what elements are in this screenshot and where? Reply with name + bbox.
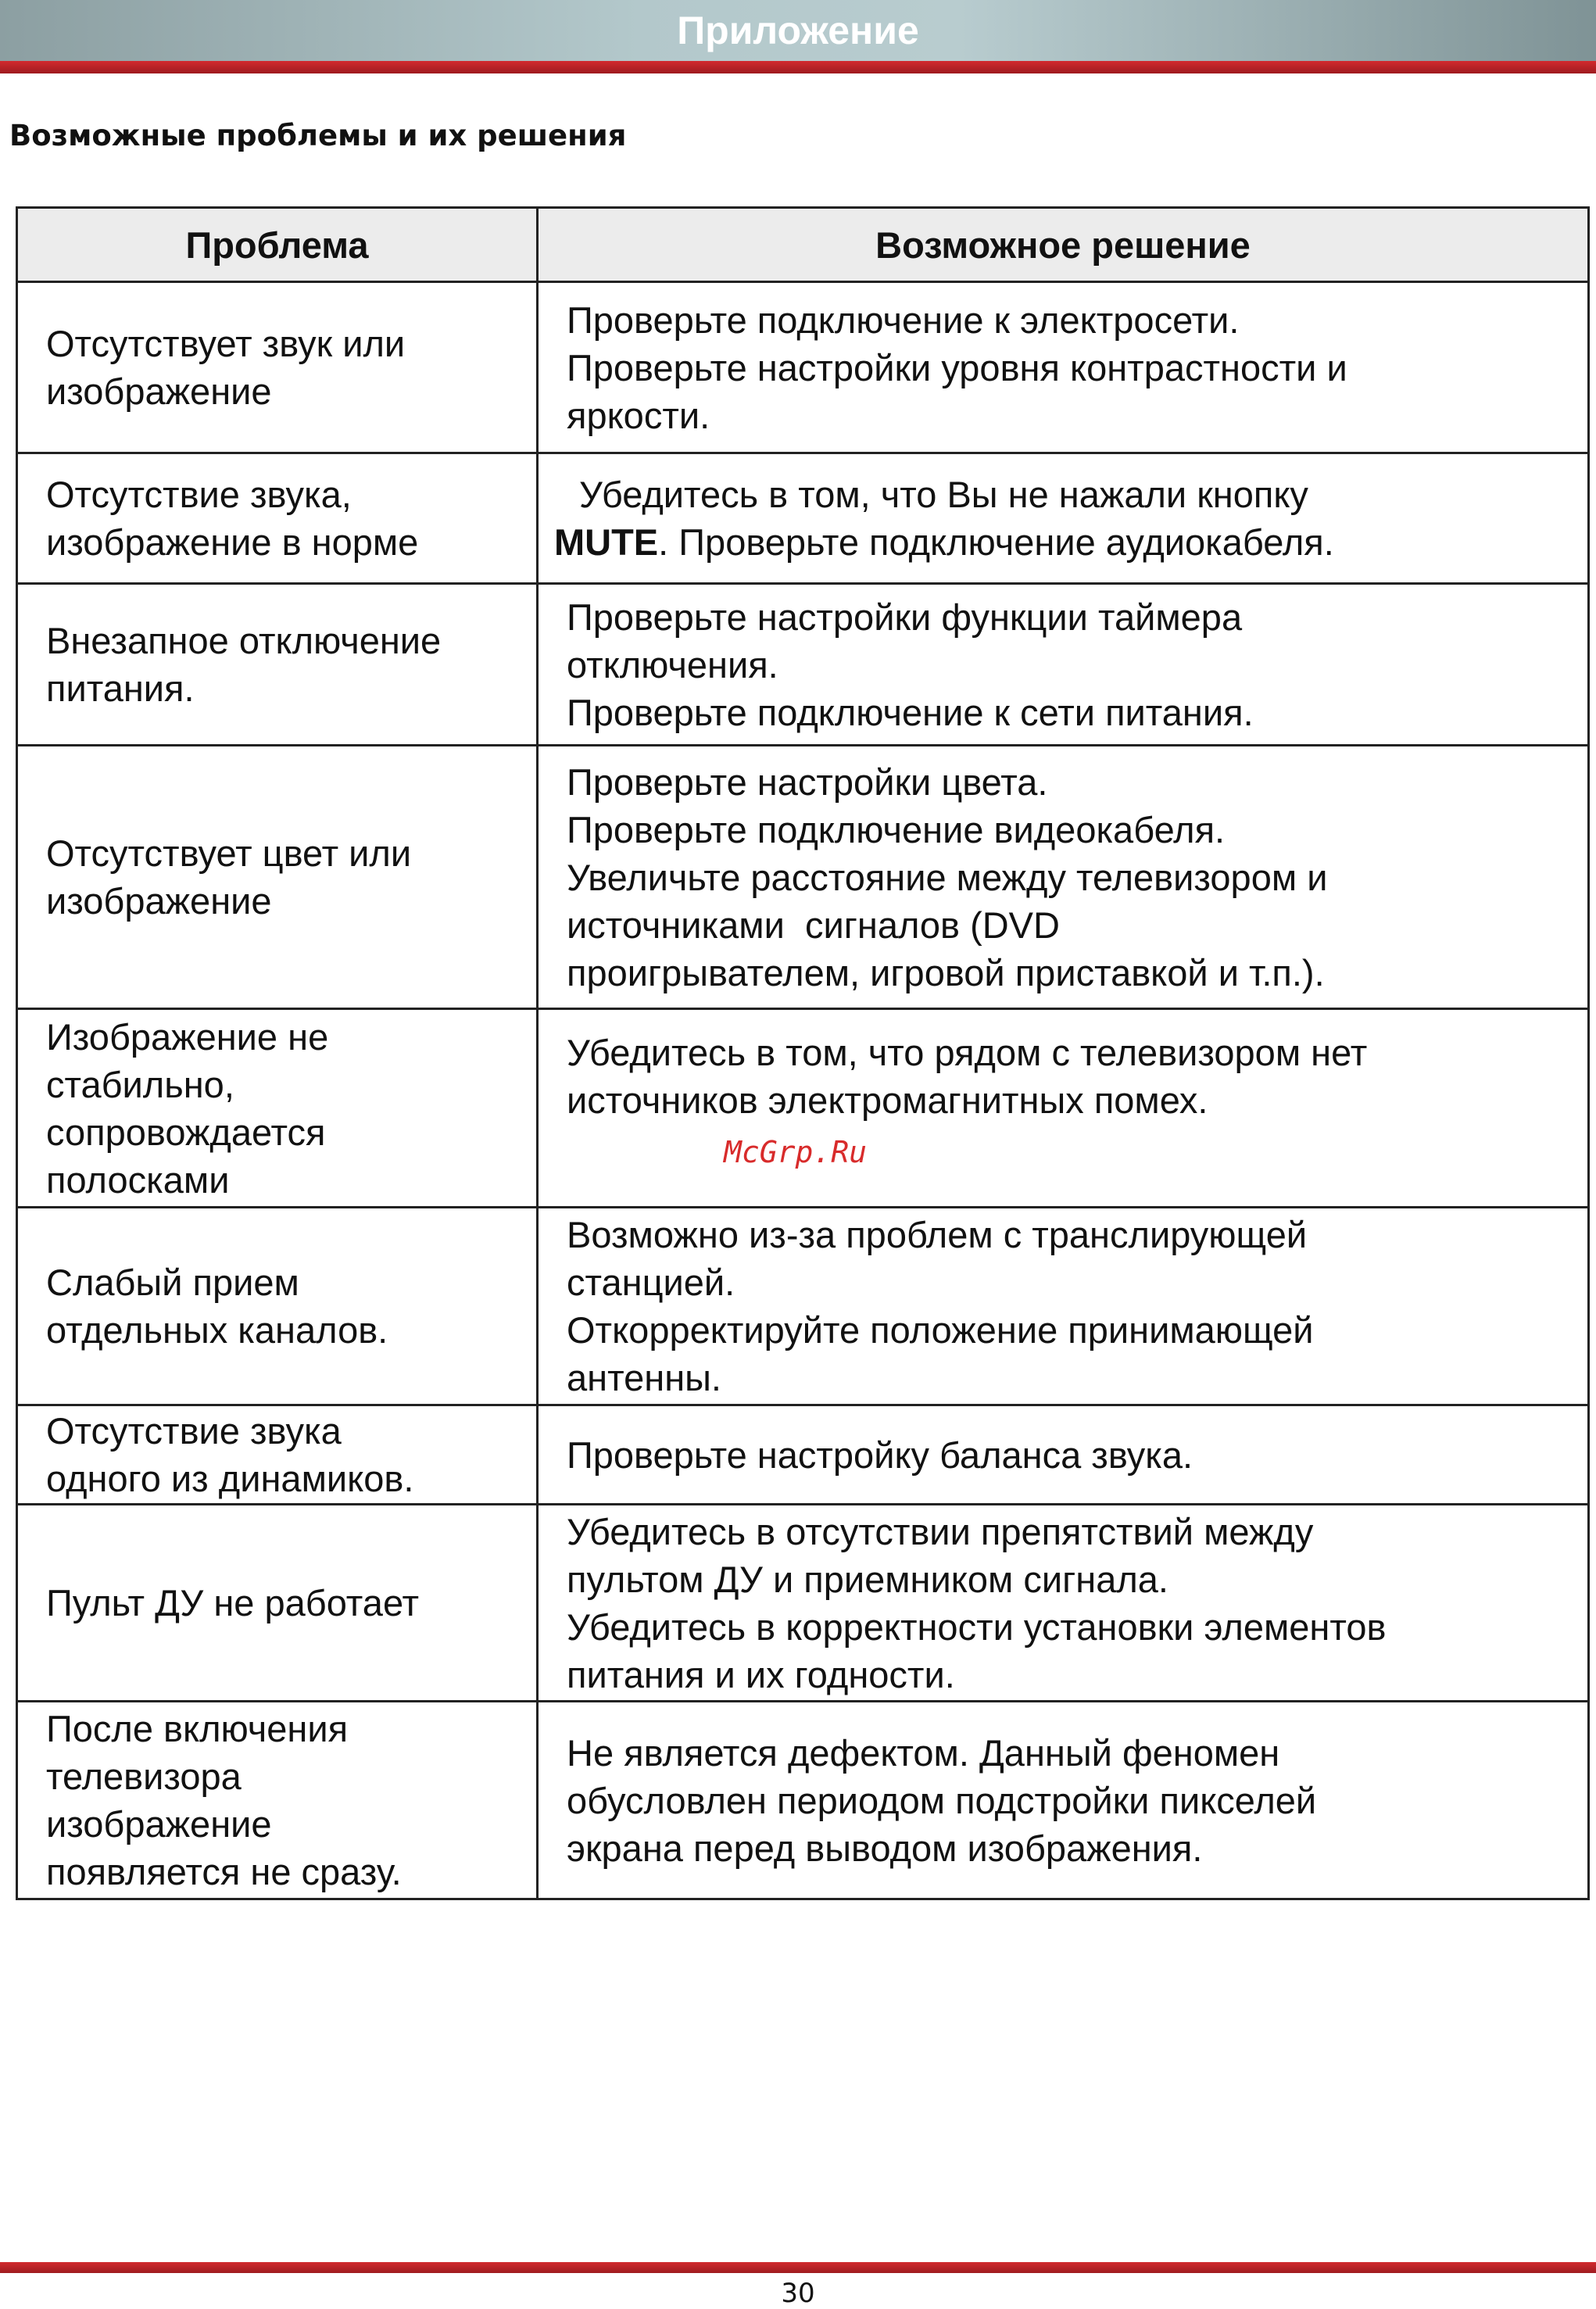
- troubleshooting-table: [16, 206, 1590, 1900]
- solution-line: станцией.: [567, 1262, 735, 1303]
- problem-line: Отсутствие звука,: [46, 474, 352, 515]
- solution-line: источниками сигналов (DVD: [567, 904, 1060, 946]
- watermark-text: McGrp.Ru: [724, 1135, 868, 1169]
- solution-line: обусловлен периодом подстройки пикселей: [567, 1779, 1317, 1821]
- problem-line: Изображение не: [46, 1015, 329, 1058]
- page-number: 30: [781, 2278, 815, 2309]
- problem-cell: [17, 282, 538, 453]
- solution-line: отключения.: [567, 643, 778, 686]
- problem-cell: [17, 584, 538, 746]
- solution-cell: [538, 453, 1589, 584]
- problem-line: Отсутствует звук или: [46, 323, 406, 364]
- solution-cell: [538, 1009, 1589, 1208]
- problem-line: появляется не сразу.: [46, 1851, 402, 1892]
- problem-line: После включения: [46, 1708, 349, 1749]
- solution-line: Проверьте настройку баланса звука.: [567, 1434, 1193, 1476]
- table-row: [17, 584, 1589, 746]
- problem-line: сопровождается: [46, 1111, 326, 1153]
- problem-line: одного из динамиков.: [46, 1458, 414, 1499]
- problem-line: изображение в норме: [46, 521, 419, 563]
- solution-line: яркости.: [567, 394, 710, 436]
- problem-cell: [17, 1702, 538, 1899]
- problem-cell: [17, 1208, 538, 1405]
- problem-line: изображение: [46, 880, 272, 922]
- problem-line: Пульт ДУ не работает: [46, 1582, 420, 1623]
- column-header-solution: Возможное решение: [538, 208, 1589, 282]
- solution-cell: [538, 282, 1589, 453]
- solution-line: Проверьте подключение видеокабеля.: [567, 808, 1226, 850]
- table-row: [17, 1405, 1589, 1505]
- table-row: [17, 1505, 1589, 1702]
- solution-line: пультом ДУ и приемником сигнала.: [567, 1558, 1168, 1600]
- problem-cell: [17, 1009, 538, 1208]
- table-row: [17, 1009, 1589, 1208]
- problem-line: полосками: [46, 1158, 230, 1201]
- column-header-problem: Проблема: [17, 208, 538, 282]
- problem-cell: [17, 1405, 538, 1505]
- solution-line: Проверьте настройки функции таймера: [567, 596, 1243, 638]
- solution-line: экрана перед выводом изображения.: [567, 1827, 1203, 1869]
- section-title: Возможные проблемы и их решения: [9, 119, 627, 152]
- solution-line: Убедитесь в том, что Вы не нажали кнопку: [579, 474, 1308, 515]
- solution-line: Убедитесь в корректности установки элементов: [567, 1606, 1387, 1648]
- problem-line: стабильно,: [46, 1063, 234, 1105]
- solution-cell: [538, 1208, 1589, 1405]
- footer-red-stripe: [0, 2262, 1596, 2273]
- solution-line: Откорректируйте положение принимающей: [567, 1309, 1314, 1351]
- problem-line: Отсутствие звука: [46, 1410, 342, 1452]
- solution-line-rest: . Проверьте подключение аудиокабеля.: [658, 521, 1334, 563]
- mute-keyword: MUTE: [554, 521, 659, 563]
- solution-line: источников электромагнитных помех.: [567, 1079, 1208, 1121]
- problem-line: изображение: [46, 371, 272, 412]
- solution-line: Проверьте настройки уровня контрастности и: [567, 346, 1347, 388]
- solution-cell: [538, 1405, 1589, 1505]
- header-red-stripe: [0, 61, 1596, 73]
- page-header-title: Приложение: [677, 9, 919, 52]
- problem-line: Внезапное отключение: [46, 620, 442, 661]
- solution-cell: [538, 584, 1589, 746]
- solution-line: Убедитесь в том, что рядом с телевизором нет: [567, 1032, 1368, 1073]
- solution-line: антенны.: [567, 1357, 721, 1398]
- solution-line: Не является дефектом. Данный феномен: [567, 1731, 1280, 1774]
- problem-line: изображение: [46, 1803, 272, 1845]
- solution-line: Проверьте настройки цвета.: [567, 761, 1048, 803]
- solution-cell: [538, 746, 1589, 1009]
- table-header-row: [17, 208, 1589, 282]
- solution-line: [554, 518, 1569, 566]
- table-row: [17, 453, 1589, 584]
- table-row: [17, 1702, 1589, 1899]
- solution-line: Возможно из-за проблем с транслирующей: [567, 1214, 1308, 1255]
- solution-line: Увеличьте расстояние между телевизором и: [567, 856, 1328, 898]
- solution-line: Проверьте подключение к сети питания.: [567, 691, 1254, 733]
- problem-line: телевизора: [46, 1756, 242, 1797]
- problem-cell: [17, 453, 538, 584]
- solution-cell: [538, 1505, 1589, 1702]
- problem-line: Слабый прием: [46, 1262, 299, 1303]
- problem-line: питания.: [46, 668, 195, 709]
- problem-cell: [17, 1505, 538, 1702]
- solution-cell: [538, 1702, 1589, 1899]
- solution-line: питания и их годности.: [567, 1653, 955, 1695]
- solution-line: Проверьте подключение к электросети.: [567, 299, 1240, 341]
- table-row: [17, 746, 1589, 1009]
- solution-line: проигрывателем, игровой приставкой и т.п.).: [567, 951, 1325, 993]
- problem-line: отдельных каналов.: [46, 1309, 388, 1351]
- table-row: [17, 282, 1589, 453]
- problem-cell: [17, 746, 538, 1009]
- problem-line: Отсутствует цвет или: [46, 832, 412, 874]
- table-row: [17, 1208, 1589, 1405]
- solution-line: Убедитесь в отсутствии препятствий между: [567, 1510, 1314, 1552]
